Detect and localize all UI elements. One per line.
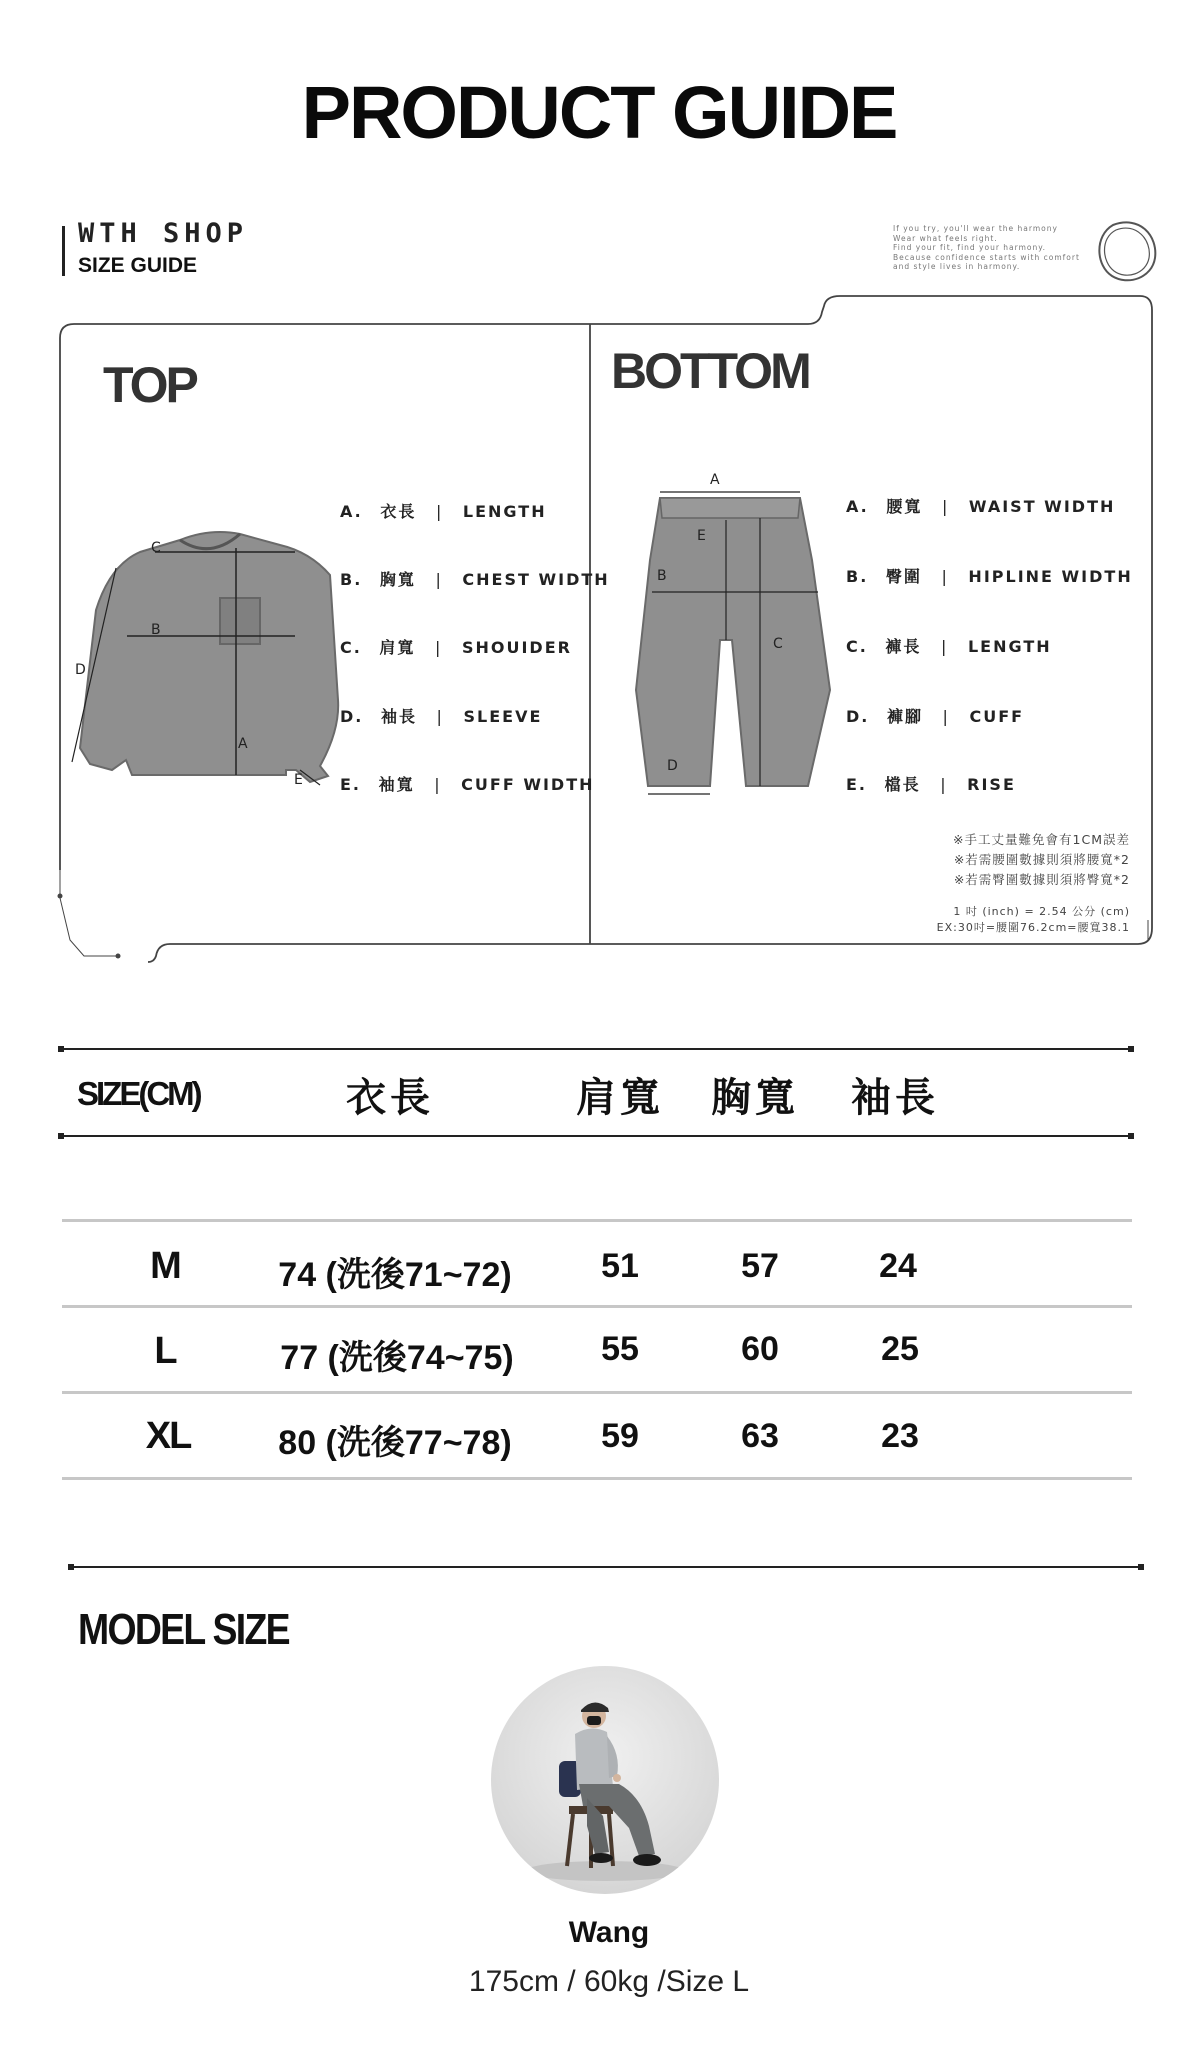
pants-silhouette [636, 498, 830, 786]
model-size-title: MODEL SIZE [78, 1605, 289, 1654]
bottom-diagram-label-a: A [710, 472, 720, 488]
legend-letter: C. [340, 638, 362, 657]
legend-en: CUFF WIDTH [461, 775, 595, 794]
legend-separator: | [435, 570, 443, 589]
rule-cap [1128, 1046, 1134, 1052]
legend-separator: | [941, 497, 950, 516]
row-chest: 60 [741, 1330, 779, 1368]
top-section-title: TOP [103, 357, 196, 413]
bottom-diagram-label-b: B [657, 568, 667, 584]
row-divider [62, 1391, 1132, 1394]
legend-en: CHEST WIDTH [462, 570, 610, 589]
tshirt-diagram [72, 532, 338, 785]
row-length: 77 (洗後74~75) [280, 1339, 514, 1377]
top-legend-row [340, 635, 572, 658]
seated-model-illustration [491, 1666, 719, 1894]
legend-zh: 臀圍 [885, 567, 922, 586]
top-legend-row [340, 567, 610, 590]
legend-letter: E. [846, 775, 868, 794]
row-chest: 63 [741, 1417, 779, 1455]
bottom-legend-row [846, 564, 1133, 587]
table-header-chest: 胸寬 [711, 1075, 799, 1121]
row-length: 74 (洗後71~72) [278, 1256, 512, 1294]
top-diagram-label-d: D [75, 662, 86, 678]
row-divider [62, 1305, 1132, 1308]
bottom-diagram-label-c: C [773, 636, 783, 652]
row-sleeve: 25 [881, 1330, 919, 1368]
legend-en: SHOUIDER [461, 638, 572, 657]
logo-ring-icon [1099, 222, 1155, 280]
legend-letter: E. [340, 775, 362, 794]
size-guide-label: SIZE GUIDE [78, 254, 198, 277]
measurement-notes [780, 830, 1130, 890]
model-photo [491, 1666, 719, 1894]
conversion-line: 1 吋 (inch) = 2.54 公分 (cm) [953, 905, 1130, 918]
page-title: PRODUCT GUIDE [301, 71, 897, 154]
table-header-size: SIZE(CM) [77, 1075, 200, 1112]
unit-conversion [800, 904, 1130, 936]
model-name: Wang [568, 1916, 650, 1949]
legend-letter: B. [340, 570, 363, 589]
legend-letter: C. [846, 637, 868, 656]
note-line: ※若需腰圍數據則須將腰寬*2 [953, 852, 1130, 867]
legend-letter: A. [340, 502, 363, 521]
top-diagram-label-c: C [151, 540, 161, 556]
row-size: L [154, 1330, 176, 1372]
top-diagram-label-e: E [294, 772, 303, 788]
legend-zh: 褲長 [885, 637, 922, 656]
brand-name: WTH SHOP [78, 218, 249, 249]
note-line: ※手工丈量難免會有1CM誤差 [953, 832, 1130, 847]
row-shoulder: 51 [601, 1247, 639, 1285]
legend-letter: D. [846, 707, 870, 726]
row-length: 80 (洗後77~78) [278, 1424, 512, 1462]
legend-en: WAIST WIDTH [968, 497, 1116, 516]
legend-en: RISE [967, 775, 1016, 794]
table-top-rule [60, 1048, 1130, 1050]
top-legend-row [340, 499, 547, 522]
legend-separator: | [435, 638, 443, 657]
rule-cap [1138, 1564, 1144, 1570]
legend-en: LENGTH [462, 502, 547, 521]
bottom-legend-row [846, 494, 1115, 517]
bottom-legend-row [846, 704, 1024, 727]
legend-separator: | [436, 707, 444, 726]
legend-separator: | [435, 502, 444, 521]
note-line: ※若需臀圍數據則須將臀寬*2 [953, 872, 1130, 887]
legend-letter: A. [846, 497, 869, 516]
row-size: XL [145, 1415, 191, 1457]
bottom-legend-row [846, 772, 1016, 795]
row-shoulder: 55 [601, 1330, 639, 1368]
legend-zh: 肩寬 [379, 638, 416, 657]
model-stats: 175cm / 60kg /Size L [468, 1965, 750, 1998]
legend-separator: | [940, 775, 948, 794]
bottom-section-title: BOTTOM [611, 343, 809, 399]
tshirt-silhouette [80, 532, 338, 782]
legend-zh: 腰寬 [886, 497, 923, 516]
top-legend-row [340, 772, 595, 795]
table-header-length: 衣長 [346, 1075, 434, 1121]
row-shoulder: 59 [601, 1417, 639, 1455]
legend-separator: | [942, 707, 950, 726]
legend-en: CUFF [969, 707, 1025, 726]
pants-diagram [636, 492, 830, 794]
row-sleeve: 24 [879, 1247, 917, 1285]
row-chest: 57 [741, 1247, 779, 1285]
legend-en: LENGTH [967, 637, 1052, 656]
legend-separator: | [941, 567, 949, 586]
top-diagram-label-b: B [151, 622, 161, 638]
conversion-line: EX:30吋=腰圍76.2cm=腰寬38.1 [936, 921, 1130, 934]
table-header-sleeve: 袖長 [851, 1075, 939, 1121]
table-header-rule [60, 1135, 1130, 1137]
rule-cap [1128, 1133, 1134, 1139]
row-size: M [150, 1245, 180, 1287]
legend-letter: D. [340, 707, 364, 726]
legend-zh: 袖寬 [378, 775, 415, 794]
model-section-rule [70, 1566, 1140, 1568]
legend-separator: | [941, 637, 949, 656]
bottom-legend-row [846, 634, 1052, 657]
table-header-shoulder: 肩寬 [576, 1075, 664, 1121]
legend-zh: 衣長 [380, 502, 417, 521]
bottom-diagram-label-d: D [667, 758, 678, 774]
row-sleeve: 23 [881, 1417, 919, 1455]
rule-cap [68, 1564, 74, 1570]
top-legend-row [340, 704, 542, 727]
legend-en: SLEEVE [463, 707, 543, 726]
legend-en: HIPLINE WIDTH [968, 567, 1133, 586]
legend-zh: 袖長 [380, 707, 417, 726]
brand-slogan: If you try, you'll wear the harmony Wear what feels right. Find your fit, find your harmony. Because confidence starts with comfort and style lives in harmony. [893, 224, 1080, 271]
rule-cap [58, 1046, 64, 1052]
legend-separator: | [434, 775, 442, 794]
bottom-diagram-label-e: E [697, 528, 706, 544]
legend-zh: 褲腳 [886, 707, 923, 726]
rule-cap [58, 1133, 64, 1139]
legend-zh: 檔長 [884, 775, 921, 794]
legend-zh: 胸寬 [379, 570, 416, 589]
row-divider [62, 1477, 1132, 1480]
top-diagram-label-a: A [238, 736, 248, 752]
row-divider [62, 1219, 1132, 1222]
legend-letter: B. [846, 567, 869, 586]
